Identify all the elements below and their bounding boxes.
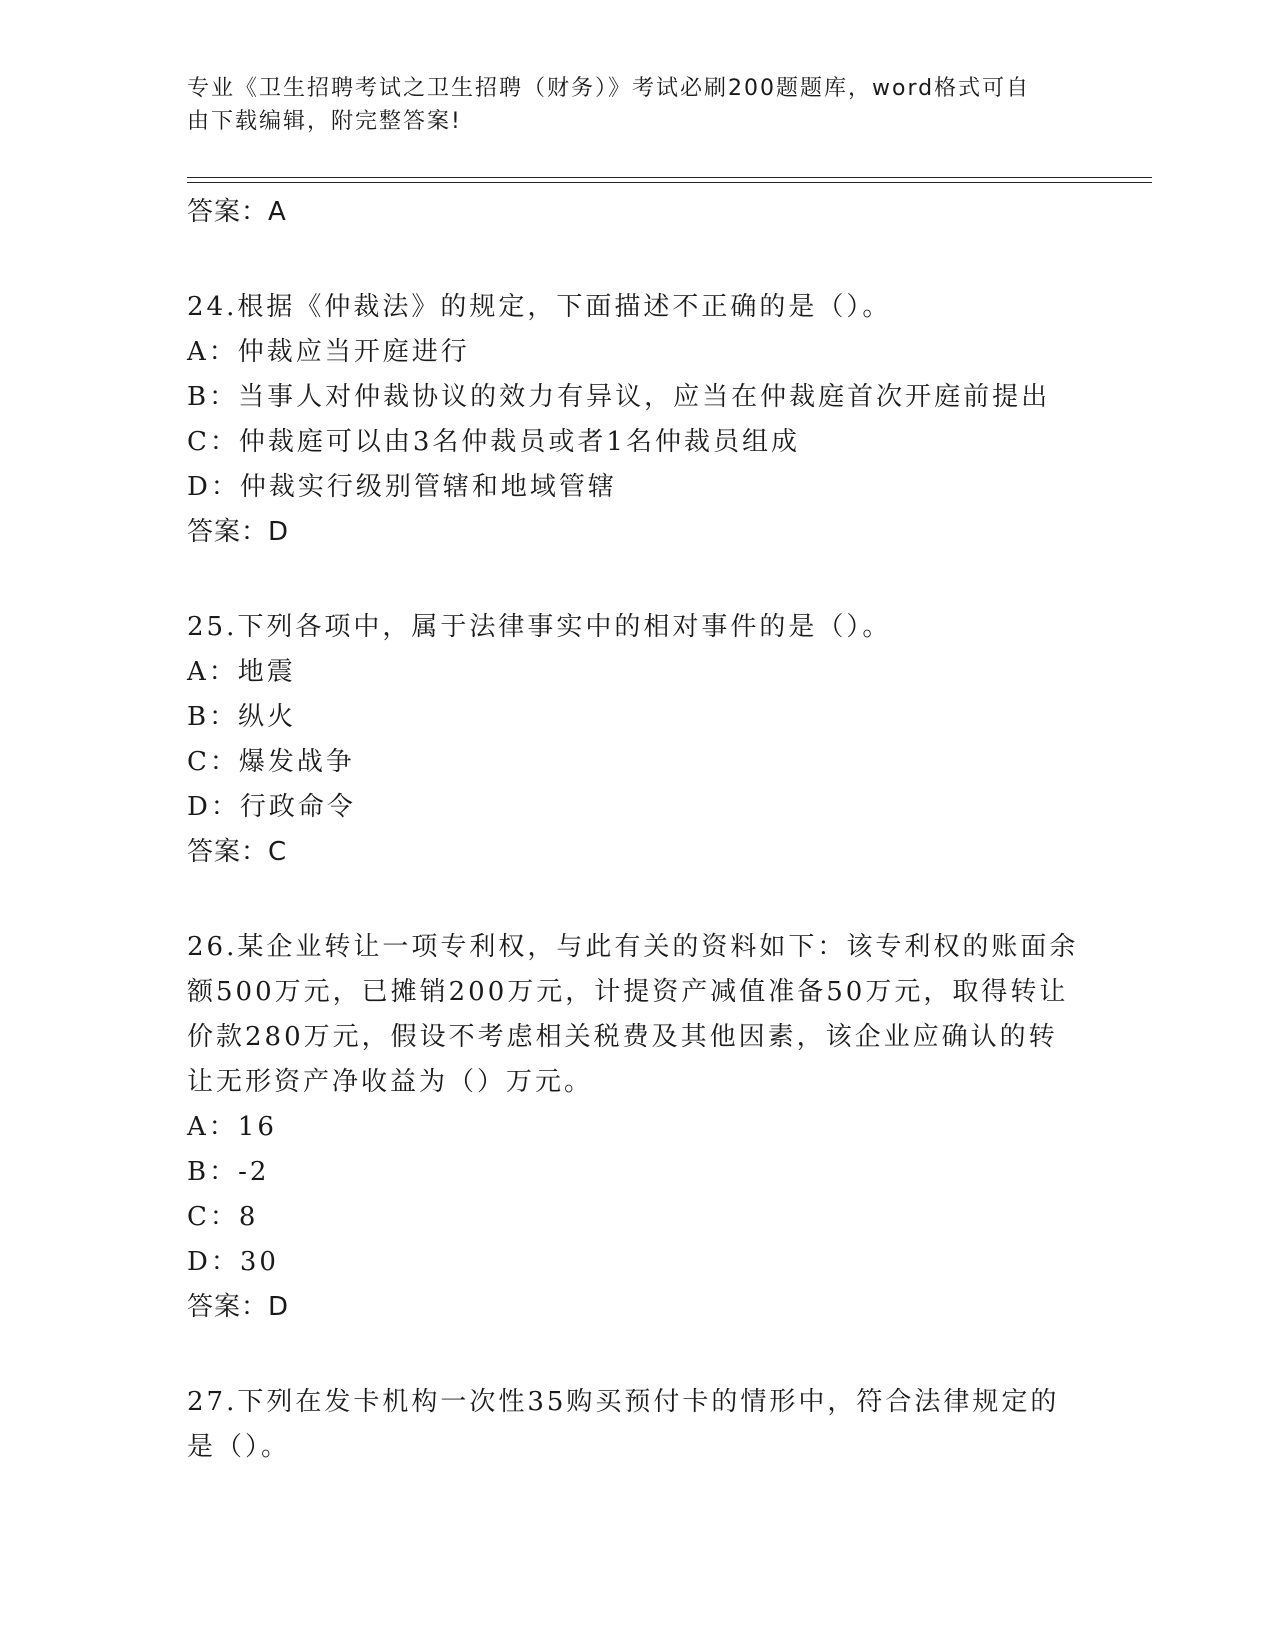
header-line-1: 专业《卫生招聘考试之卫生招聘（财务）》考试必刷200题题库，word格式可自 bbox=[187, 76, 1031, 101]
option-c: C：8 bbox=[187, 1202, 259, 1232]
option-d: D：行政命令 bbox=[187, 792, 356, 822]
header-divider-second bbox=[187, 182, 1152, 183]
option-d: D：30 bbox=[187, 1247, 279, 1277]
question-text-line-3: 价款280万元，假设不考虑相关税费及其他因素，该企业应确认的转 bbox=[187, 1022, 1058, 1052]
question-25 bbox=[187, 605, 1087, 875]
question-text: 25.下列各项中，属于法律事实中的相对事件的是（）。 bbox=[187, 612, 892, 642]
answer-line: 答案：D bbox=[187, 1292, 290, 1322]
answer-line: 答案：A bbox=[187, 197, 287, 227]
option-a: A：16 bbox=[187, 1112, 277, 1142]
option-d: D：仲裁实行级别管辖和地域管辖 bbox=[187, 472, 617, 502]
option-b: B：纵火 bbox=[187, 702, 297, 732]
header-divider bbox=[187, 177, 1152, 178]
option-a: A：仲裁应当开庭进行 bbox=[187, 337, 470, 367]
answer-line: 答案：D bbox=[187, 517, 290, 547]
header-line-2: 由下载编辑，附完整答案! bbox=[187, 109, 462, 134]
question-text-line-2: 额500万元，已摊销200万元，计提资产减值准备50万元，取得转让 bbox=[187, 977, 1069, 1007]
option-b: B：当事人对仲裁协议的效力有异议，应当在仲裁庭首次开庭前提出 bbox=[187, 382, 1051, 412]
option-c: C：仲裁庭可以由3名仲裁员或者1名仲裁员组成 bbox=[187, 427, 800, 457]
answer-line: 答案：C bbox=[187, 837, 288, 867]
question-text-line-1: 27.下列在发卡机构一次性35购买预付卡的情形中，符合法律规定的 bbox=[187, 1387, 1060, 1417]
option-a: A：地震 bbox=[187, 657, 296, 687]
document-header bbox=[187, 72, 1067, 138]
question-27 bbox=[187, 1380, 1087, 1470]
question-text-line-2: 是（）。 bbox=[187, 1432, 291, 1462]
option-c: C：爆发战争 bbox=[187, 747, 355, 777]
question-26 bbox=[187, 925, 1087, 1330]
option-b: B：-2 bbox=[187, 1157, 270, 1187]
question-text-line-1: 26.某企业转让一项专利权，与此有关的资料如下：该专利权的账面余 bbox=[187, 932, 1079, 962]
question-text: 24.根据《仲裁法》的规定，下面描述不正确的是（）。 bbox=[187, 292, 892, 322]
document-body bbox=[187, 190, 1087, 1470]
question-text-line-4: 让无形资产净收益为（）万元。 bbox=[187, 1067, 594, 1097]
question-24 bbox=[187, 285, 1087, 555]
